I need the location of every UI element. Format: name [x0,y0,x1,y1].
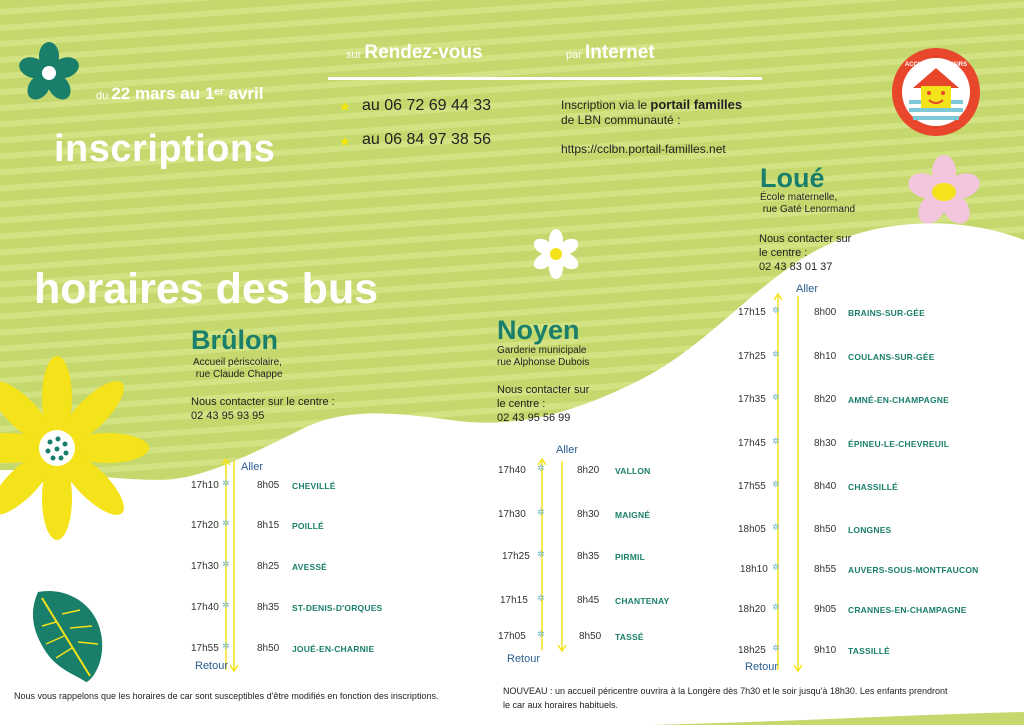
addr-line-1: Accueil périscolaire, [193,357,282,368]
depart-time: 8h30 [814,438,837,449]
stop-name: ST-DENIS-D'ORQUES [292,603,383,613]
white-flower-icon [528,226,584,282]
stop-name: AMNÉ-EN-CHAMPAGNE [848,395,949,405]
stop-name: JOUÉ-EN-CHARNIE [292,644,375,654]
table-row [0,631,700,645]
stop-name: POILLÉ [292,521,324,531]
return-time: 17h30 [498,509,526,520]
aller-label: Aller [796,283,819,295]
table-row [0,481,1000,495]
depart-time: 9h10 [814,645,837,656]
depart-time: 8h25 [257,561,280,572]
footer-right-line-2: le car aux horaires habituels. [503,700,619,710]
return-time: 17h55 [191,643,219,654]
center-addr-loue [760,192,855,216]
retour-label: Retour [745,661,779,673]
contact-line: Nous contacter sur [759,233,852,245]
table-row [0,524,1000,538]
depart-time: 8h10 [814,351,837,362]
table-row [0,351,1000,365]
return-time: 17h05 [498,631,526,642]
stop-marker-icon: ✲ [222,641,230,651]
web-line1-prefix: Inscription via le [561,98,651,112]
aller-label: Aller [241,461,264,473]
footer-note-left: Nous vous rappelons que les horaires de car sont susceptibles d'être modifiés en fonction des inscriptions. [14,691,439,701]
depart-time: 9h05 [814,604,837,615]
center-contact-loue [759,232,851,274]
table-row [0,645,1000,659]
depart-time: 8h50 [814,524,837,535]
portal-link[interactable]: https://cclbn.portail-familles.net [561,142,726,156]
pink-flower-icon [904,154,984,230]
web-line2: de LBN communauté : [561,113,681,127]
footer-note-right [503,684,948,712]
rdv-header [346,42,483,64]
contact-line: Nous contacter sur [497,384,590,396]
depart-time: 8h55 [814,564,837,575]
stop-name: PIRMIL [615,552,646,562]
table-row [0,551,700,565]
stop-name: ÉPINEU-LE-CHEVREUIL [848,439,950,449]
return-time: 17h10 [191,480,219,491]
date-sup: er [214,86,224,98]
retour-label: Retour [507,653,541,665]
web-header [566,42,655,64]
stop-marker-icon: ✲ [772,305,780,315]
depart-time: 8h50 [257,643,280,654]
stop-name: VALLON [615,466,651,476]
stop-marker-icon: ✲ [222,518,230,528]
star-bullet-icon: ★ [339,134,351,149]
depart-time: 8h30 [577,509,600,520]
date-main: 22 mars au 1 [111,84,215,103]
stop-marker-icon: ✲ [772,392,780,402]
rdv-title: Rendez-vous [364,42,483,63]
contact-line-2: le centre : [759,247,808,259]
inscriptions-title: inscriptions [54,128,276,170]
return-time: 17h40 [191,602,219,613]
contact-phone[interactable]: 02 43 95 93 95 [191,410,265,422]
stop-name: CRANNES-EN-CHAMPAGNE [848,605,967,615]
footer-right-line-1: NOUVEAU : un accueil péricentre ouvrira à la Longère dès 7h30 et le soir jusqu'à 18h30. Les enfants prendront [503,686,948,696]
stop-marker-icon: ✲ [772,643,780,653]
return-time: 17h30 [191,561,219,572]
return-time: 18h25 [738,645,766,656]
stop-marker-icon: ✲ [537,549,545,559]
date-line [96,84,263,104]
center-name-noyen: Noyen [497,315,580,345]
depart-time: 8h50 [579,631,602,642]
contact-line: Nous contacter sur le centre : [191,396,335,408]
date-prefix: du [96,90,109,102]
stop-marker-icon: ✲ [537,463,545,473]
stop-name: AUVERS-SOUS-MONTFAUCON [848,565,979,575]
return-time: 17h25 [738,351,766,362]
return-time: 18h10 [740,564,768,575]
date-suffix: avril [223,84,264,103]
depart-time: 8h45 [577,595,600,606]
stop-name: MAIGNÉ [615,510,651,520]
stop-marker-icon: ✲ [537,629,545,639]
return-time: 17h25 [502,551,530,562]
accueil-loisirs-logo [889,48,983,136]
table-row [0,509,700,523]
return-time: 17h40 [498,465,526,476]
return-time: 17h15 [738,307,766,318]
web-line1-bold: portail familles [650,97,743,112]
table-row [0,465,700,479]
stop-name: CHANTENAY [615,596,670,606]
table-row [0,564,1000,578]
contact-phone[interactable]: 02 43 95 56 99 [497,412,571,424]
stop-name: CHEVILLÉ [292,481,336,491]
stop-name: COULANS-SUR-GÉE [848,352,935,362]
stop-name: TASSILLÉ [848,646,891,656]
contact-phone[interactable]: 02 43 83 01 37 [759,261,833,273]
return-time: 17h35 [738,394,766,405]
depart-time: 8h05 [257,480,280,491]
return-time: 18h20 [738,604,766,615]
addr-line-2: rue Claude Chappe [195,369,283,380]
return-time: 17h15 [500,595,528,606]
phone-1[interactable]: au 06 72 69 44 33 [362,97,492,114]
retour-label: Retour [195,660,229,672]
table-row [0,394,1000,408]
stop-marker-icon: ✲ [222,478,230,488]
stop-marker-icon: ✲ [537,593,545,603]
table-row [0,438,1000,452]
phone-2[interactable]: au 06 84 97 38 56 [362,131,492,148]
depart-time: 8h35 [257,602,280,613]
star-bullet-icon: ★ [339,99,351,114]
depart-time: 8h40 [814,481,837,492]
stop-marker-icon: ✲ [222,559,230,569]
depart-time: 8h20 [814,394,837,405]
table-row [0,604,1000,618]
rdv-prefix: sur [346,49,362,61]
web-instructions [561,97,742,128]
stop-marker-icon: ✲ [222,600,230,610]
logo-text: ACCUEIL DE LOISIRS [904,62,968,68]
stop-marker-icon: ✲ [772,349,780,359]
center-name-brulon: Brûlon [191,325,278,355]
web-prefix: par [566,49,582,61]
addr-line-1: Garderie municipale [497,345,587,356]
center-name-loue: Loué [760,163,825,193]
stop-marker-icon: ✲ [772,602,780,612]
addr-line-2: rue Gaté Lenormand [762,204,856,215]
depart-time: 8h00 [814,307,837,318]
teal-flower-icon [14,38,84,108]
stop-marker-icon: ✲ [537,507,545,517]
stop-marker-icon: ✲ [772,436,780,446]
stop-name: AVESSÉ [292,562,328,572]
stop-name: CHASSILLÉ [848,482,898,492]
stop-marker-icon: ✲ [772,479,780,489]
horaires-title: horaires des bus [34,265,379,313]
web-title: Internet [584,42,655,63]
aller-label: Aller [556,444,579,456]
stop-marker-icon: ✲ [772,522,780,532]
contact-line-2: le centre : [497,398,546,410]
return-time: 18h05 [738,524,766,535]
depart-time: 8h15 [257,520,280,531]
stop-name: BRAINS-SUR-GÉE [848,308,925,318]
table-row [0,307,1000,321]
header-divider [328,77,762,80]
stop-name: TASSÉ [615,632,644,642]
return-time: 17h20 [191,520,219,531]
stop-marker-icon: ✲ [772,562,780,572]
return-time: 17h45 [738,438,766,449]
stop-name: LONGNES [848,525,892,535]
addr-line-1: École maternelle, [760,192,838,203]
addr-line-2: rue Alphonse Dubois [497,357,590,368]
depart-time: 8h20 [577,465,600,476]
return-time: 17h55 [738,481,766,492]
depart-time: 8h35 [577,551,600,562]
